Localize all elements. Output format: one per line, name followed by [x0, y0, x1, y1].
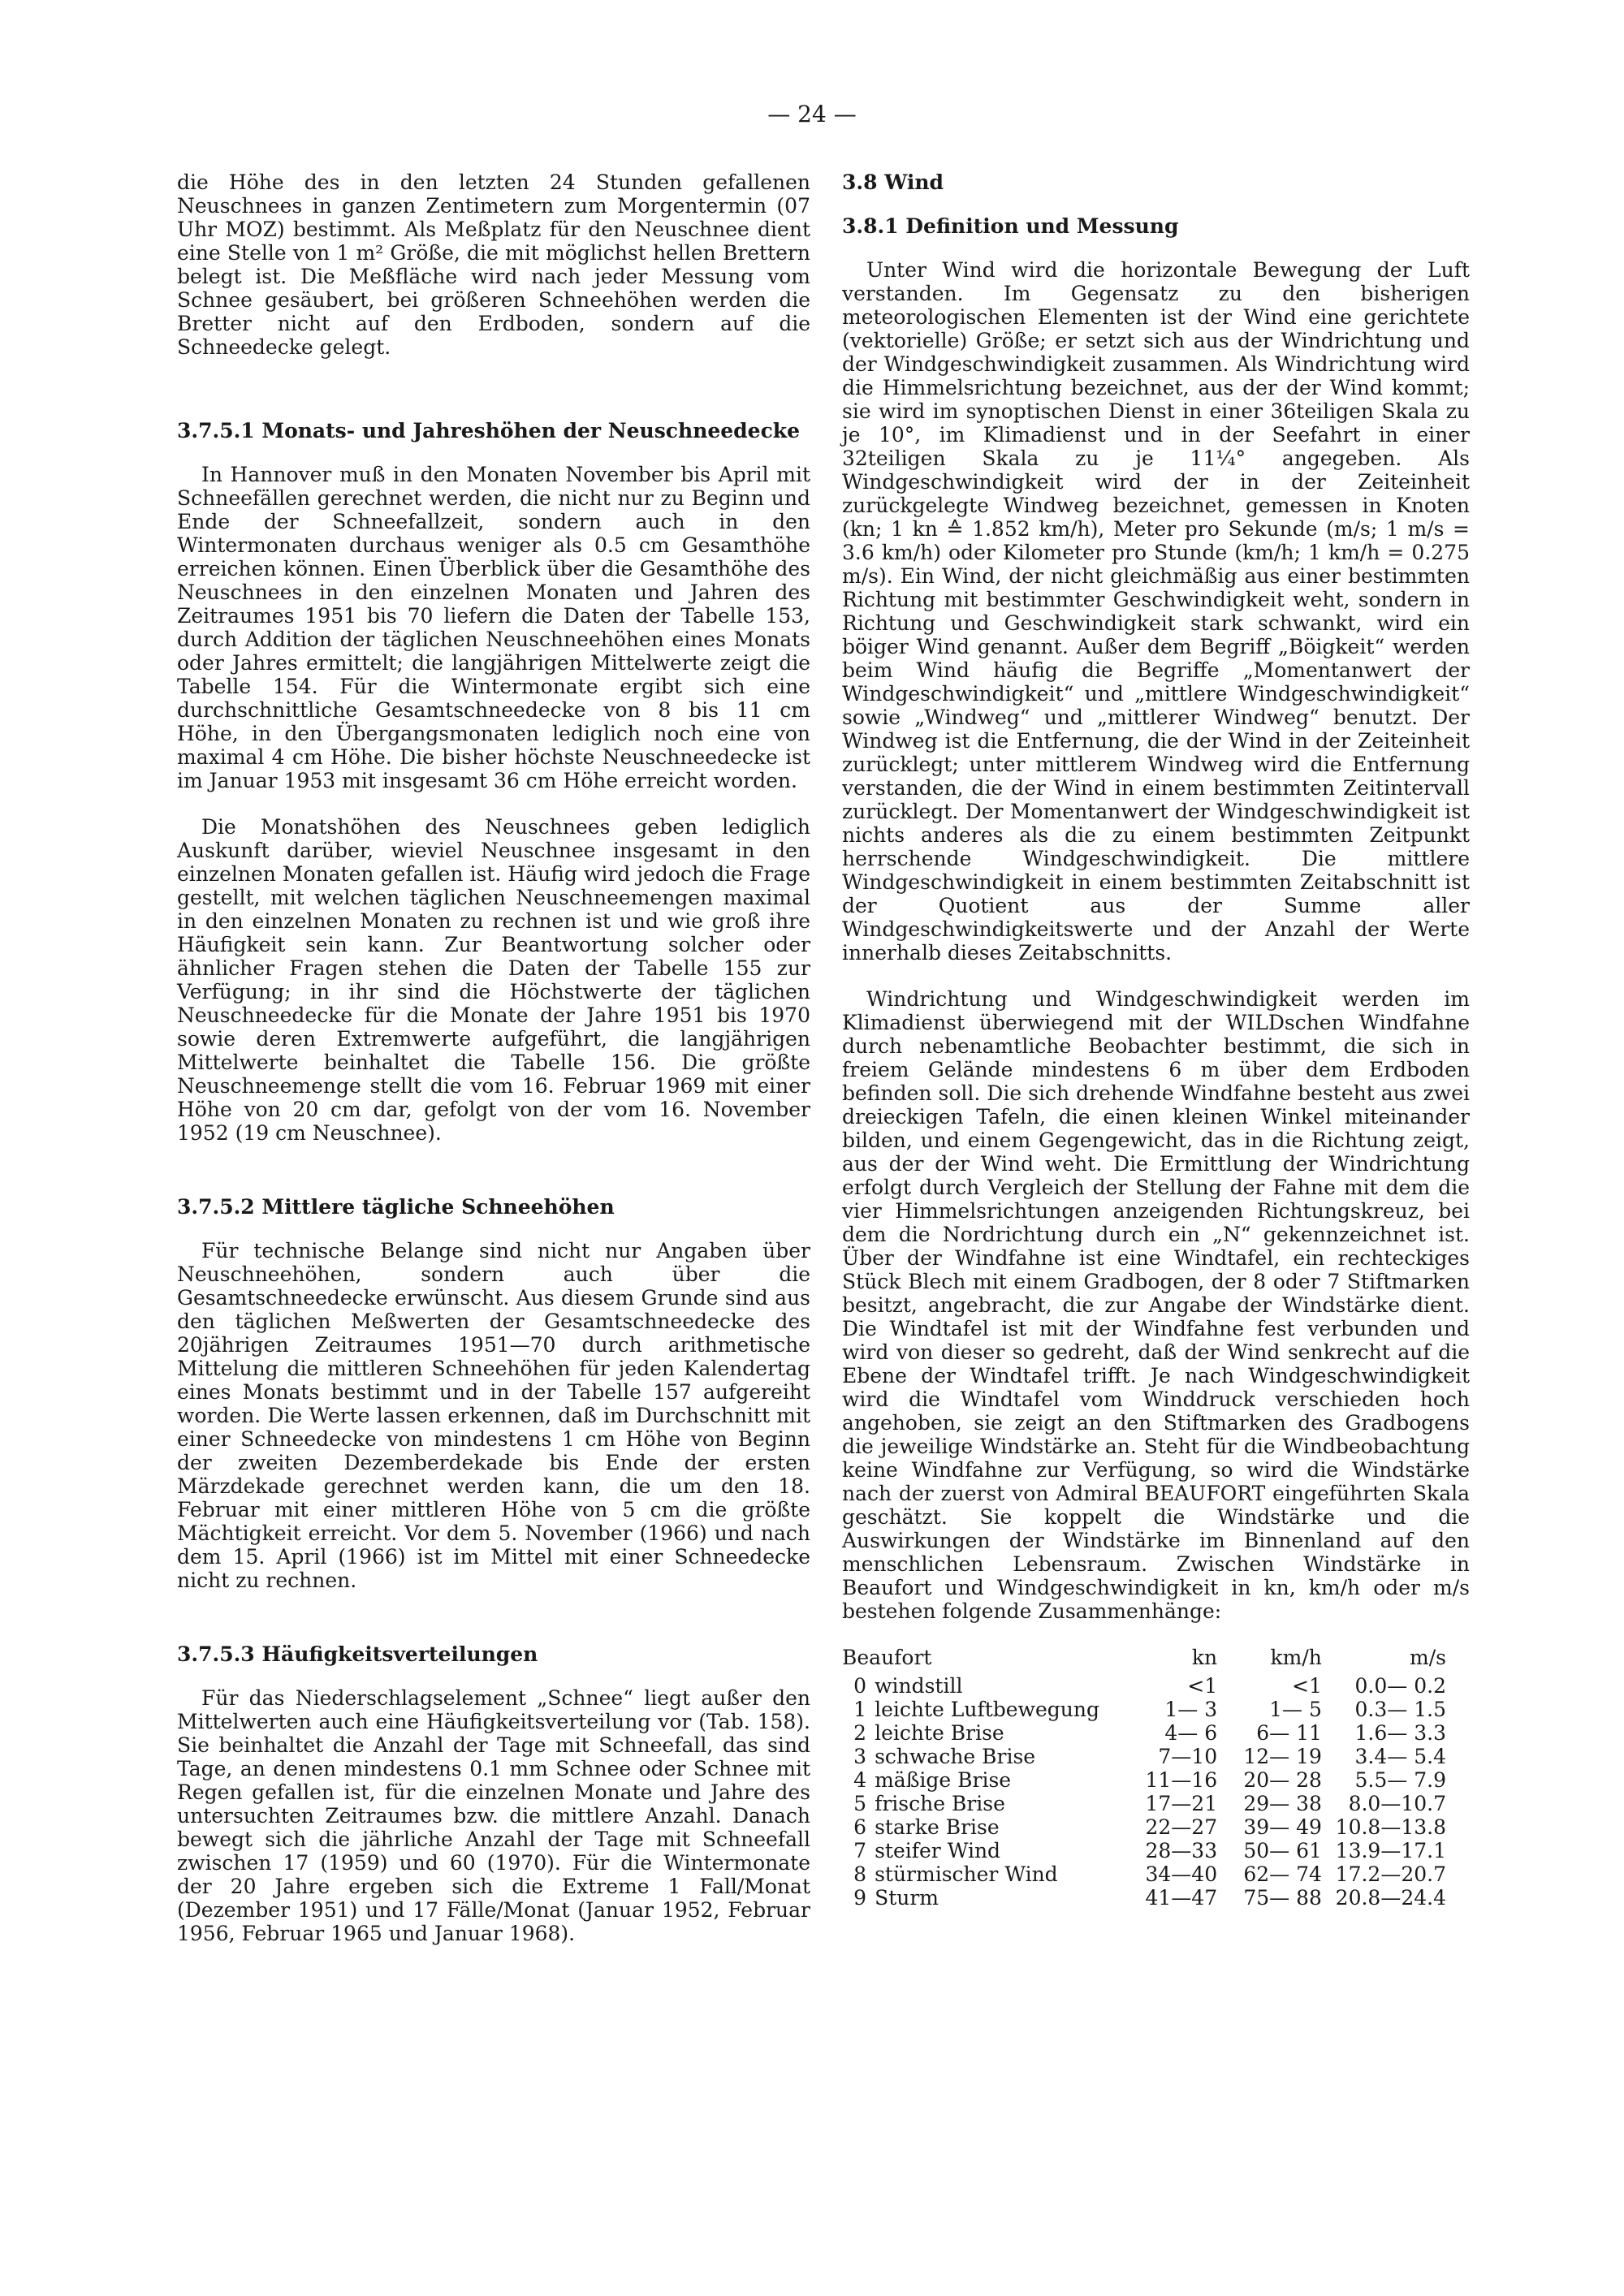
cell-num: 0	[853, 1674, 867, 1698]
cell-name: steifer Wind	[875, 1839, 1001, 1862]
cell-kn: 34—40	[1145, 1862, 1218, 1886]
column-header-kmh: km/h	[1270, 1646, 1322, 1669]
table-row	[842, 1862, 1451, 1886]
table-row	[842, 1886, 1451, 1910]
paragraph: In Hannover muß in den Monaten November bis April mit Schneefällen gerechnet werden, die nicht nur zu Beginn und Ende der Schneefallzeit, sondern auch in den Wintermonaten durchaus weniger als 0.5 cm Gesamthöhe erreichen können. Einen Überblick über die Gesamthöhe des Neuschnees in den einzelnen Monaten und Jahren des Zeitraumes 1951 bis 70 liefern die Daten der Tabelle 153, durch Addition der täglichen Neuschneehöhen eines Monats oder Jahres ermittelt; die langjährigen Mittelwerte zeigt die Tabelle 154. Für die Wintermonate ergibt sich eine durchschnittliche Gesamtschneedecke von 8 bis 11 cm Höhe, in den Übergangsmonaten lediglich noch eine von maximal 4 cm Höhe. Die bisher höchste Neuschneedecke ist im Januar 1953 mit insgesamt 36 cm Höhe erreicht worden.	[177, 463, 810, 792]
right-column	[842, 170, 1470, 1910]
section-heading-3-8: 3.8 Wind	[842, 170, 944, 194]
cell-name: leichte Brise	[875, 1721, 1004, 1745]
section-heading-3-7-5-2: 3.7.5.2 Mittlere tägliche Schneehöhen	[177, 1195, 615, 1219]
cell-num: 3	[853, 1745, 867, 1768]
page-number: — 24 —	[767, 101, 857, 127]
cell-ms: 20.8—24.4	[1335, 1886, 1446, 1910]
cell-ms: 5.5— 7.9	[1354, 1768, 1446, 1792]
table-header-row	[842, 1646, 1451, 1674]
cell-kn: 11—16	[1145, 1768, 1218, 1792]
cell-ms: 10.8—13.8	[1335, 1815, 1446, 1839]
cell-kn: 41—47	[1145, 1886, 1218, 1910]
table-row	[842, 1674, 1451, 1698]
cell-name: schwache Brise	[875, 1745, 1036, 1768]
table-row	[842, 1815, 1451, 1839]
cell-ms: 0.3— 1.5	[1354, 1698, 1446, 1721]
cell-num: 5	[853, 1792, 867, 1815]
cell-kmh: 50— 61	[1243, 1839, 1322, 1862]
cell-ms: 0.0— 0.2	[1354, 1674, 1446, 1698]
cell-kmh: 1— 5	[1269, 1698, 1322, 1721]
cell-num: 2	[853, 1721, 867, 1745]
cell-ms: 8.0—10.7	[1348, 1792, 1446, 1815]
table-row	[842, 1698, 1451, 1721]
cell-kmh: 29— 38	[1243, 1792, 1322, 1815]
cell-kmh: 20— 28	[1243, 1768, 1322, 1792]
cell-name: starke Brise	[875, 1815, 1000, 1839]
cell-num: 1	[853, 1698, 867, 1721]
cell-ms: 17.2—20.7	[1335, 1862, 1446, 1886]
intro-paragraph: die Höhe des in den letzten 24 Stunden gefallenen Neuschnees in ganzen Zentimetern zum Morgentermin (07 Uhr MOZ) bestimmt. Als Meßplatz für den Neuschnee dient eine Stelle von 1 m² Größe, die mit möglichst hellen Brettern belegt ist. Die Meßfläche wird nach jeder Messung vom Schnee gesäubert, bei größeren Schneehöhen werden die Bretter nicht auf den Erdboden, sondern auf die Schneedecke gelegt.	[177, 170, 810, 359]
cell-kn: 28—33	[1145, 1839, 1218, 1862]
cell-kn: 1— 3	[1164, 1698, 1218, 1721]
paragraph: Die Monatshöhen des Neuschnees geben lediglich Auskunft darüber, wieviel Neuschnee insgesamt in den einzelnen Monaten gefallen ist. Häufig wird jedoch die Frage gestellt, mit welchen täglichen Neuschneemengen maximal in den einzelnen Monaten zu rechnen ist und wie groß ihre Häufigkeit sein kann. Zur Beantwortung solcher oder ähnlicher Fragen stehen die Daten der Tabelle 155 zur Verfügung; in ihr sind die Höchstwerte der täglichen Neuschneedecke für die Monate der Jahre 1951 bis 1970 sowie deren Extremwerte aufgeführt, die langjährigen Mittelwerte beinhaltet die Tabelle 156. Die größte Neuschneemenge stellt die vom 16. Februar 1969 mit einer Höhe von 20 cm dar, gefolgt von der vom 16. November 1952 (19 cm Neuschnee).	[177, 815, 810, 1145]
table-row	[842, 1768, 1451, 1792]
cell-num: 6	[853, 1815, 867, 1839]
cell-name: leichte Luftbewegung	[875, 1698, 1099, 1721]
beaufort-table	[842, 1646, 1451, 1910]
section-heading-3-7-5-3: 3.7.5.3 Häufigkeitsverteilungen	[177, 1642, 538, 1666]
section-heading-3-8-1: 3.8.1 Definition und Messung	[842, 214, 1179, 238]
cell-num: 9	[853, 1886, 867, 1910]
cell-kmh: <1	[1292, 1674, 1322, 1698]
paragraph: Windrichtung und Windgeschwindigkeit werden im Klimadienst überwiegend mit der WILDschen Windfahne durch nebenamtliche Beobachter bestimmt, die sich in freiem Gelände mindestens 6 m über dem Erdboden befinden soll. Die sich drehende Windfahne besteht aus zwei dreieckigen Tafeln, die einen kleinen Winkel miteinander bilden, und einem Gegengewicht, das in die Richtung zeigt, aus der der Wind weht. Die Ermittlung der Windrichtung erfolgt durch Vergleich der Stellung der Fahne mit dem die vier Himmelsrichtungen anzeigenden Richtungskreuz, bei dem die Nordrichtung durch ein „N“ gekennzeichnet ist. Über der Windfahne ist eine Windtafel, ein rechteckiges Stück Blech mit einem Gradbogen, der 8 oder 7 Stiftmarken besitzt, angebracht, die zur Angabe der Windstärke dient. Die Windtafel ist mit der Windfahne fest verbunden und wird von dieser so gedreht, daß der Wind senkrecht auf die Ebene der Windtafel trifft. Je nach Windgeschwindigkeit wird die Windtafel vom Winddruck verschieden hoch angehoben, sie zeigt an den Stiftmarken des Gradbogens die jeweilige Windstärke an. Steht für die Windbeobachtung keine Windfahne zur Verfügung, so wird die Windstärke nach der zuerst von Admiral BEAUFORT eingeführten Skala geschätzt. Sie koppelt die Windstärke und die Auswirkungen der Windstärke im Binnenland auf den menschlichen Lebensraum. Zwischen Windstärke in Beaufort und Windgeschwindigkeit in kn, km/h oder m/s bestehen folgende Zusammenhänge:	[842, 987, 1470, 1623]
cell-kn: 17—21	[1145, 1792, 1218, 1815]
column-header-kn: kn	[1191, 1646, 1218, 1669]
cell-name: windstill	[875, 1674, 963, 1698]
cell-kmh: 62— 74	[1243, 1862, 1322, 1886]
paragraph: Für technische Belange sind nicht nur Angaben über Neuschneehöhen, sondern auch über die Gesamtschneedecke erwünscht. Aus diesem Grunde sind aus den täglichen Meßwerten der Gesamtschneedecke des 20jährigen Zeitraumes 1951—70 durch arithmetische Mittelung die mittleren Schneehöhen für jeden Kalendertag eines Monats bestimmt und in der Tabelle 157 aufgereiht worden. Die Werte lassen erkennen, daß im Durchschnitt mit einer Schneedecke von mindestens 1 cm Höhe von Beginn der zweiten Dezemberdekade bis Ende der ersten Märzdekade gerechnet werden kann, die um den 18. Februar mit einer mittleren Höhe von 5 cm die größte Mächtigkeit erreicht. Vor dem 5. November (1966) und nach dem 15. April (1966) ist im Mittel mit einer Schneedecke nicht zu rechnen.	[177, 1239, 810, 1592]
cell-kn: 22—27	[1145, 1815, 1218, 1839]
cell-kmh: 75— 88	[1243, 1886, 1322, 1910]
cell-name: stürmischer Wind	[875, 1862, 1058, 1886]
cell-kn: <1	[1187, 1674, 1218, 1698]
column-header-beaufort: Beaufort	[842, 1646, 932, 1669]
table-row	[842, 1721, 1451, 1745]
cell-ms: 1.6— 3.3	[1354, 1721, 1446, 1745]
cell-kmh: 6— 11	[1256, 1721, 1322, 1745]
cell-name: Sturm	[875, 1886, 939, 1910]
cell-kmh: 39— 49	[1243, 1815, 1322, 1839]
cell-kmh: 12— 19	[1243, 1745, 1322, 1768]
table-row	[842, 1745, 1451, 1768]
cell-kn: 7—10	[1158, 1745, 1218, 1768]
cell-name: frische Brise	[875, 1792, 1005, 1815]
cell-num: 4	[853, 1768, 867, 1792]
paragraph: Unter Wind wird die horizontale Bewegung der Luft verstanden. Im Gegensatz zu den bisherigen meteorologischen Elementen ist der Wind eine gerichtete (vektorielle) Größe; er setzt sich aus der Windrichtung und der Windgeschwindigkeit zusammen. Als Windrichtung wird die Himmelsrichtung bezeichnet, aus der der Wind kommt; sie wird im synoptischen Dienst in einer 36teiligen Skala zu je 10°, im Klimadienst und in der Seefahrt in einer 32teiligen Skala zu je 11¼° angegeben. Als Windgeschwindigkeit wird der in der Zeiteinheit zurückgelegte Windweg bezeichnet, gemessen in Knoten (kn; 1 kn ≙ 1.852 km/h), Meter pro Sekunde (m/s; 1 m/s = 3.6 km/h) oder Kilometer pro Stunde (km/h; 1 km/h = 0.275 m/s). Ein Wind, der nicht gleichmäßig aus einer bestimmten Richtung mit bestimmter Geschwindigkeit weht, sondern in Richtung und Geschwindigkeit stark schwankt, wird ein böiger Wind genannt. Außer dem Begriff „Böigkeit“ werden beim Wind häufig die Begriffe „Momentanwert der Windgeschwindigkeit“ und „mittlere Windgeschwindigkeit“ sowie „Windweg“ und „mittlerer Windweg“ benutzt. Der Windweg ist die Entfernung, die der Wind in der Zeiteinheit zurücklegt; unter mittlerem Windweg wird die Entfernung verstanden, die der Wind in einem bestimmten Zeitintervall zurücklegt. Der Momentanwert der Windgeschwindigkeit ist nichts anderes als die zu einem bestimmten Zeitpunkt herrschende Windgeschwindigkeit. Die mittlere Windgeschwindigkeit in einem bestimmten Zeitabschnitt ist der Quotient aus der Summe aller Windgeschwindigkeitswerte und der Anzahl der Werte innerhalb dieses Zeitabschnitts.	[842, 258, 1470, 965]
table-row	[842, 1792, 1451, 1815]
cell-name: mäßige Brise	[875, 1768, 1012, 1792]
table-row	[842, 1839, 1451, 1862]
cell-num: 8	[853, 1862, 867, 1886]
paragraph: Für das Niederschlagselement „Schnee“ liegt außer den Mittelwerten auch eine Häufigkeitsverteilung vor (Tab. 158). Sie beinhaltet die Anzahl der Tage mit Schneefall, das sind Tage, an denen mindestens 0.1 mm Schnee oder Schnee mit Regen gefallen ist, für die einzelnen Monate und Jahre des untersuchten Zeitraumes bzw. die mittlere Anzahl. Danach bewegt sich die jährliche Anzahl der Tage mit Schneefall zwischen 17 (1959) und 60 (1970). Für die Wintermonate der 20 Jahre ergeben sich die Extreme 1 Fall/Monat (Dezember 1951) und 17 Fälle/Monat (Januar 1952, Februar 1956, Februar 1965 und Januar 1968).	[177, 1686, 810, 1945]
cell-ms: 3.4— 5.4	[1354, 1745, 1446, 1768]
cell-ms: 13.9—17.1	[1335, 1839, 1446, 1862]
column-header-ms: m/s	[1410, 1646, 1446, 1669]
cell-num: 7	[853, 1839, 867, 1862]
section-heading-3-7-5-1: 3.7.5.1 Monats- und Jahreshöhen der Neuschneedecke	[177, 419, 801, 442]
cell-kn: 4— 6	[1164, 1721, 1218, 1745]
left-column	[177, 170, 810, 1968]
